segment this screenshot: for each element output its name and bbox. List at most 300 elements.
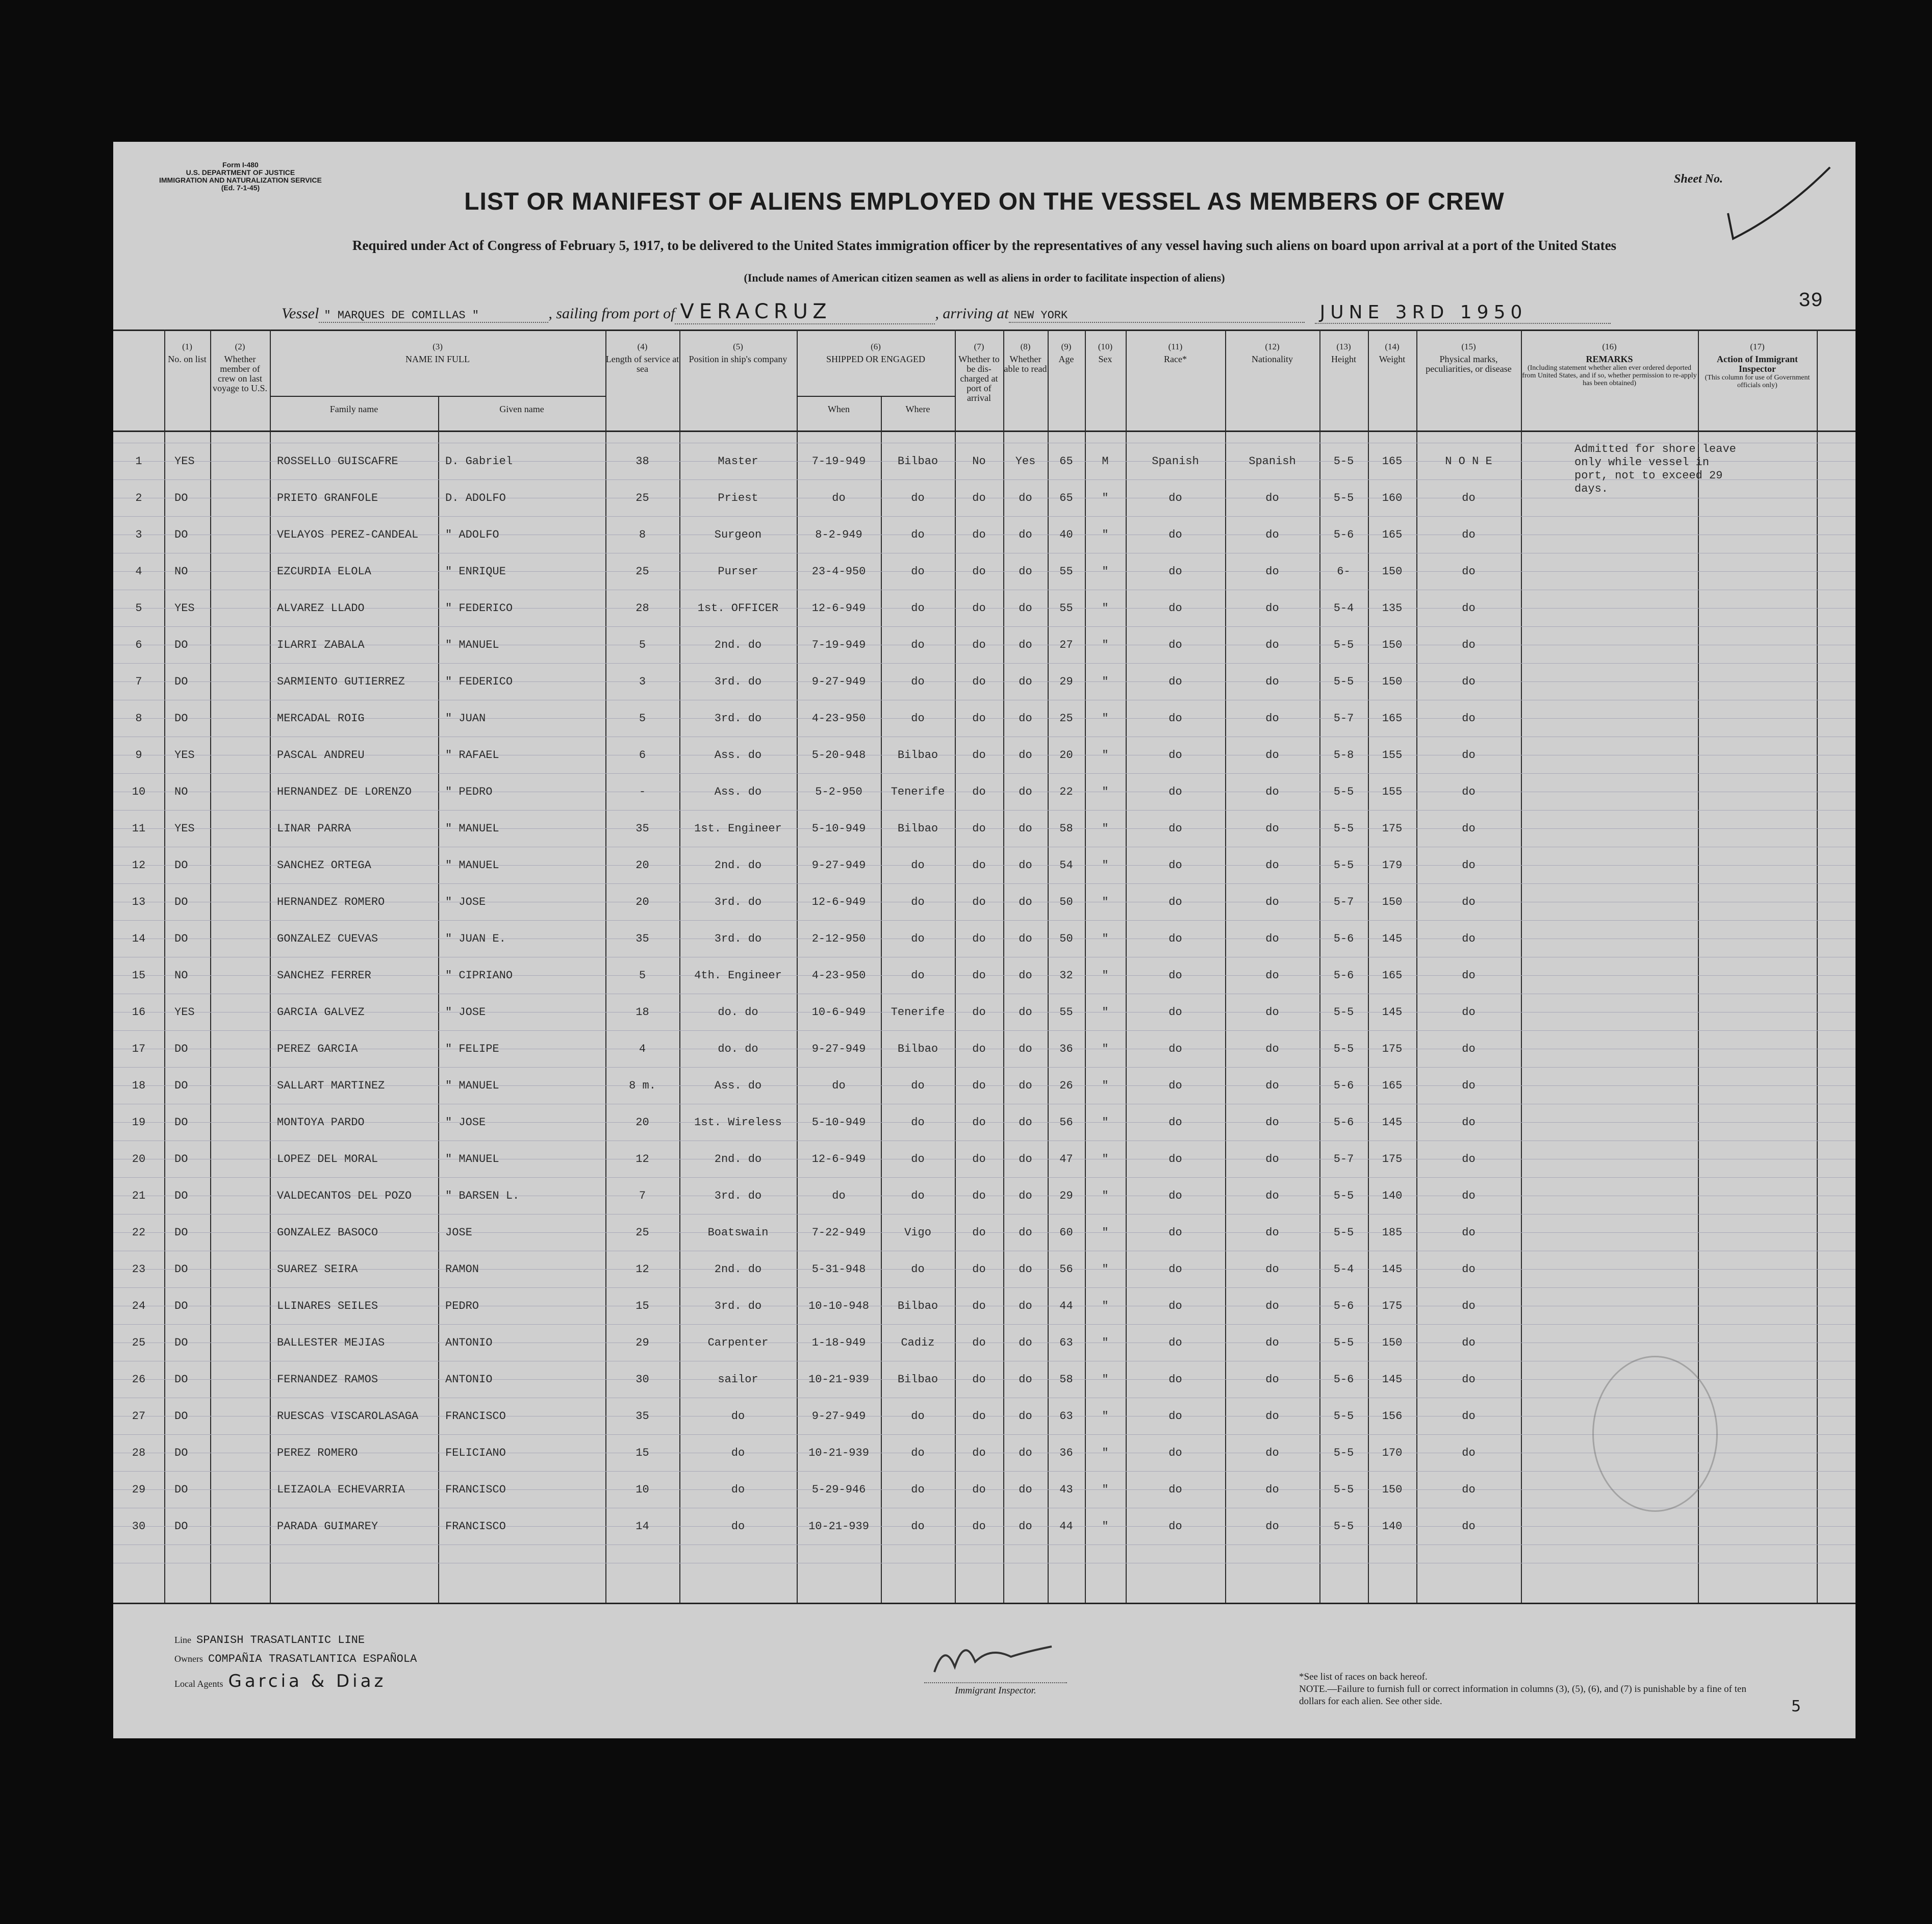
- race-cell: do: [1168, 932, 1182, 945]
- shipped-where-cell: do: [911, 565, 925, 578]
- discharged-cell: do: [972, 565, 986, 578]
- prior-voyage-cell: DO: [174, 895, 188, 908]
- height-cell: 5-4: [1333, 601, 1354, 615]
- can-read-cell: do: [1019, 1446, 1032, 1459]
- weight-cell: 145: [1382, 1005, 1403, 1019]
- sex-cell: ": [1102, 712, 1109, 725]
- position-cell: 1st. Engineer: [694, 822, 782, 835]
- weight-cell: 140: [1382, 1189, 1403, 1202]
- height-cell: 5-5: [1333, 1446, 1354, 1459]
- nationality-cell: do: [1265, 675, 1279, 688]
- sex-cell: ": [1102, 1446, 1109, 1459]
- race-cell: do: [1168, 1042, 1182, 1055]
- discharged-cell: do: [972, 1226, 986, 1239]
- family-name-cell: GARCIA GALVEZ: [277, 1005, 365, 1019]
- physical-marks-cell: do: [1462, 1373, 1476, 1386]
- given-name-cell: ANTONIO: [445, 1336, 493, 1349]
- sex-cell: ": [1102, 491, 1109, 504]
- weight-cell: 156: [1382, 1409, 1403, 1423]
- crew-table: [113, 443, 1521, 1545]
- can-read-cell: do: [1019, 528, 1032, 541]
- race-cell: do: [1168, 1409, 1182, 1423]
- nationality-cell: do: [1265, 1152, 1279, 1166]
- physical-marks-cell: do: [1462, 1189, 1476, 1202]
- family-name-cell: PEREZ GARCIA: [277, 1042, 358, 1055]
- table-row: [113, 1434, 1521, 1471]
- family-name-cell: MONTOYA PARDO: [277, 1116, 365, 1129]
- race-cell: do: [1168, 748, 1182, 762]
- shipped-when-cell: 5-2-950: [815, 785, 862, 798]
- row-number-cell: 29: [132, 1483, 146, 1496]
- shipped-when-cell: do: [832, 1079, 846, 1092]
- nationality-cell: do: [1265, 491, 1279, 504]
- weight-cell: 150: [1382, 1336, 1403, 1349]
- physical-marks-cell: do: [1462, 1262, 1476, 1276]
- prior-voyage-cell: DO: [174, 1079, 188, 1092]
- footer-line: [174, 1634, 365, 1647]
- shipped-where-cell: Bilbao: [897, 1373, 938, 1386]
- weight-cell: 150: [1382, 638, 1403, 651]
- given-name-cell: " JUAN E.: [445, 932, 506, 945]
- discharged-cell: do: [972, 1520, 986, 1533]
- height-cell: 5-5: [1333, 1483, 1354, 1496]
- col-6-header: (6) SHIPPED OR ENGAGED: [826, 342, 925, 364]
- can-read-cell: do: [1019, 491, 1032, 504]
- weight-cell: 175: [1382, 1152, 1403, 1166]
- physical-marks-cell: do: [1462, 1042, 1476, 1055]
- position-cell: sailor: [718, 1373, 758, 1386]
- family-name-cell: HERNANDEZ DE LORENZO: [277, 785, 412, 798]
- shipped-when-cell: 5-29-946: [811, 1483, 866, 1496]
- age-cell: 55: [1059, 565, 1073, 578]
- prior-voyage-cell: DO: [174, 638, 188, 651]
- row-number-cell: 14: [132, 932, 146, 945]
- service-length-cell: 35: [635, 1409, 649, 1423]
- can-read-cell: do: [1019, 1299, 1032, 1312]
- vessel-line: [282, 300, 1611, 324]
- col-12-header: (12) Nationality: [1252, 342, 1293, 364]
- column-divider: [1817, 330, 1818, 1603]
- row-number-cell: 5: [135, 601, 142, 615]
- col-5-header: (5) Position in ship's company: [689, 342, 787, 364]
- corner-mark: 5: [1791, 1698, 1801, 1715]
- can-read-cell: do: [1019, 969, 1032, 982]
- can-read-cell: do: [1019, 748, 1032, 762]
- sex-cell: ": [1102, 638, 1109, 651]
- discharged-cell: do: [972, 932, 986, 945]
- discharged-cell: do: [972, 1189, 986, 1202]
- nationality-cell: do: [1265, 1079, 1279, 1092]
- family-name-cell: SANCHEZ ORTEGA: [277, 858, 371, 872]
- family-name-cell: ALVAREZ LLADO: [277, 601, 365, 615]
- nationality-cell: do: [1265, 1373, 1279, 1386]
- given-name-cell: " JOSE: [445, 895, 486, 908]
- height-cell: 5-5: [1333, 785, 1354, 798]
- table-row: [113, 1141, 1521, 1177]
- prior-voyage-cell: DO: [174, 675, 188, 688]
- nationality-cell: do: [1265, 822, 1279, 835]
- prior-voyage-cell: DO: [174, 528, 188, 541]
- height-cell: 5-6: [1333, 932, 1354, 945]
- height-cell: 5-6: [1333, 969, 1354, 982]
- weight-cell: 165: [1382, 528, 1403, 541]
- spacer-cell: [210, 626, 270, 663]
- age-cell: 58: [1059, 1373, 1073, 1386]
- position-cell: Purser: [718, 565, 758, 578]
- physical-marks-cell: do: [1462, 1079, 1476, 1092]
- table-row: [113, 479, 1521, 516]
- discharged-cell: do: [972, 675, 986, 688]
- position-cell: 2nd. do: [714, 1262, 762, 1276]
- vessel-label: Vessel: [282, 305, 319, 322]
- shipped-subheader-rule: [797, 396, 955, 397]
- shipped-where-cell: do: [911, 1116, 925, 1129]
- can-read-cell: do: [1019, 1005, 1032, 1019]
- discharged-cell: do: [972, 785, 986, 798]
- physical-marks-cell: do: [1462, 675, 1476, 688]
- discharged-cell: do: [972, 1336, 986, 1349]
- physical-marks-cell: do: [1462, 638, 1476, 651]
- weight-cell: 150: [1382, 565, 1403, 578]
- table-row: [113, 626, 1521, 663]
- weight-cell: 135: [1382, 601, 1403, 615]
- nationality-cell: do: [1265, 785, 1279, 798]
- sex-cell: ": [1102, 1520, 1109, 1533]
- given-name-cell: " MANUEL: [445, 858, 499, 872]
- race-cell: do: [1168, 528, 1182, 541]
- weight-cell: 155: [1382, 785, 1403, 798]
- agents-value: Garcia & Diaz: [228, 1671, 387, 1691]
- physical-marks-cell: do: [1462, 748, 1476, 762]
- given-name-cell: " CIPRIANO: [445, 969, 513, 982]
- nationality-cell: do: [1265, 969, 1279, 982]
- race-cell: do: [1168, 1262, 1182, 1276]
- shipped-where-cell: do: [911, 969, 925, 982]
- position-cell: 3rd. do: [714, 675, 762, 688]
- col-16-header: (16) REMARKS (Including statement whether alien ever ordered deported from United States, and if so, whether permission to re-apply has been obtained): [1522, 342, 1697, 387]
- position-cell: 3rd. do: [714, 712, 762, 725]
- service-length-cell: 8 m.: [629, 1079, 656, 1092]
- row-number-cell: 6: [135, 638, 142, 651]
- service-length-cell: 35: [635, 932, 649, 945]
- prior-voyage-cell: YES: [174, 601, 195, 615]
- sailing-label: , sailing from port of: [548, 305, 675, 322]
- nationality-cell: do: [1265, 1446, 1279, 1459]
- service-length-cell: 25: [635, 565, 649, 578]
- discharged-cell: do: [972, 1116, 986, 1129]
- document-subnote: (Include names of American citizen seamen as well as aliens in order to facilitate inspection of aliens): [744, 271, 1225, 284]
- prior-voyage-cell: DO: [174, 1262, 188, 1276]
- discharged-cell: do: [972, 1042, 986, 1055]
- nationality-cell: do: [1265, 895, 1279, 908]
- age-cell: 22: [1059, 785, 1073, 798]
- service-length-cell: 10: [635, 1483, 649, 1496]
- race-cell: do: [1168, 601, 1182, 615]
- weight-cell: 165: [1382, 712, 1403, 725]
- height-cell: 5-6: [1333, 1373, 1354, 1386]
- discharged-cell: do: [972, 1483, 986, 1496]
- table-row: [113, 553, 1521, 590]
- row-number-cell: 17: [132, 1042, 146, 1055]
- sex-cell: ": [1102, 565, 1109, 578]
- row-number-cell: 11: [132, 822, 146, 835]
- sex-cell: ": [1102, 969, 1109, 982]
- can-read-cell: do: [1019, 858, 1032, 872]
- shipped-when-cell: 12-6-949: [811, 1152, 866, 1166]
- nationality-cell: Spanish: [1249, 454, 1296, 468]
- service-length-cell: 3: [639, 675, 646, 688]
- service-length-cell: 18: [635, 1005, 649, 1019]
- nationality-cell: do: [1265, 932, 1279, 945]
- prior-voyage-cell: NO: [174, 785, 188, 798]
- shipped-when-cell: 23-4-950: [811, 565, 866, 578]
- discharged-cell: do: [972, 528, 986, 541]
- discharged-cell: do: [972, 895, 986, 908]
- page-number: 39: [1798, 290, 1823, 313]
- row-number-cell: 26: [132, 1373, 146, 1386]
- position-cell: do. do: [718, 1005, 758, 1019]
- shipped-where-cell: do: [911, 491, 925, 504]
- nationality-cell: do: [1265, 1042, 1279, 1055]
- nationality-cell: do: [1265, 748, 1279, 762]
- sex-cell: ": [1102, 675, 1109, 688]
- shipped-where-cell: do: [911, 932, 925, 945]
- col-9-header: (9) Age: [1058, 342, 1074, 364]
- service-length-cell: 20: [635, 895, 649, 908]
- age-cell: 32: [1059, 969, 1073, 982]
- spacer-cell: [210, 1030, 270, 1067]
- race-cell: do: [1168, 1116, 1182, 1129]
- arriving-port: NEW YORK: [1009, 309, 1305, 323]
- height-cell: 5-5: [1333, 1189, 1354, 1202]
- race-cell: do: [1168, 1189, 1182, 1202]
- position-cell: Master: [718, 454, 758, 468]
- sex-cell: ": [1102, 895, 1109, 908]
- height-cell: 5-6: [1333, 1079, 1354, 1092]
- given-name-cell: " PEDRO: [445, 785, 493, 798]
- family-name-cell: GONZALEZ BASOCO: [277, 1226, 378, 1239]
- physical-marks-cell: do: [1462, 528, 1476, 541]
- shipped-when-cell: 9-27-949: [811, 675, 866, 688]
- prior-voyage-cell: YES: [174, 454, 195, 468]
- shipped-when-cell: 10-21-939: [808, 1520, 869, 1533]
- spacer-cell: [210, 516, 270, 553]
- given-name-cell: " JOSE: [445, 1005, 486, 1019]
- col-13-header: (13) Height: [1331, 342, 1356, 364]
- spacer-cell: [210, 1434, 270, 1471]
- shipped-when-cell: 7-19-949: [811, 638, 866, 651]
- can-read-cell: do: [1019, 1336, 1032, 1349]
- position-cell: 2nd. do: [714, 1152, 762, 1166]
- discharged-cell: do: [972, 1446, 986, 1459]
- family-name-cell: LLINARES SEILES: [277, 1299, 378, 1312]
- weight-cell: 145: [1382, 1116, 1403, 1129]
- shipped-when-cell: 5-10-949: [811, 822, 866, 835]
- can-read-cell: do: [1019, 932, 1032, 945]
- can-read-cell: do: [1019, 1262, 1032, 1276]
- nationality-cell: do: [1265, 1189, 1279, 1202]
- row-number-cell: 3: [135, 528, 142, 541]
- spacer-cell: [210, 1067, 270, 1104]
- given-name-cell: RAMON: [445, 1262, 479, 1276]
- weight-cell: 179: [1382, 858, 1403, 872]
- spacer-cell: [210, 1177, 270, 1214]
- family-name-cell: MERCADAL ROIG: [277, 712, 365, 725]
- given-name-cell: ANTONIO: [445, 1373, 493, 1386]
- row-number-cell: 9: [135, 748, 142, 762]
- discharged-cell: do: [972, 1152, 986, 1166]
- sex-cell: ": [1102, 1409, 1109, 1423]
- position-cell: 3rd. do: [714, 895, 762, 908]
- row-number-cell: 12: [132, 858, 146, 872]
- header-rule-bottom: [113, 431, 1855, 432]
- shipped-when-cell: 4-23-950: [811, 712, 866, 725]
- service-length-cell: 15: [635, 1446, 649, 1459]
- arriving-label: , arriving at: [935, 305, 1009, 322]
- col-14-header: (14) Weight: [1379, 342, 1406, 364]
- form-edition: (Ed. 7-1-45): [221, 184, 260, 192]
- sex-cell: ": [1102, 1152, 1109, 1166]
- can-read-cell: do: [1019, 785, 1032, 798]
- races-note: *See list of races on back hereof.: [1299, 1672, 1428, 1682]
- given-name-cell: " FEDERICO: [445, 601, 513, 615]
- row-number-cell: 28: [132, 1446, 146, 1459]
- agents-label: Local Agents: [174, 1679, 223, 1689]
- position-cell: do: [731, 1409, 745, 1423]
- weight-cell: 145: [1382, 1262, 1403, 1276]
- given-name-cell: " ENRIQUE: [445, 565, 506, 578]
- family-name-cell: GONZALEZ CUEVAS: [277, 932, 378, 945]
- prior-voyage-cell: DO: [174, 1520, 188, 1533]
- spacer-cell: [210, 920, 270, 957]
- arrival-date: JUNE 3RD 1950: [1315, 302, 1611, 324]
- spacer-cell: [210, 1398, 270, 1434]
- age-cell: 63: [1059, 1336, 1073, 1349]
- race-cell: do: [1168, 1226, 1182, 1239]
- discharged-cell: do: [972, 1079, 986, 1092]
- prior-voyage-cell: DO: [174, 1189, 188, 1202]
- row-number-cell: 4: [135, 565, 142, 578]
- service-length-cell: 29: [635, 1336, 649, 1349]
- row-number-cell: 25: [132, 1336, 146, 1349]
- remark-shore-leave: Admitted for shore leave only while vessel in port, not to exceed 29 days.: [1574, 443, 1736, 495]
- family-name-cell: VALDECANTOS DEL POZO: [277, 1189, 412, 1202]
- age-cell: 43: [1059, 1483, 1073, 1496]
- discharged-cell: do: [972, 1373, 986, 1386]
- given-name-cell: FRANCISCO: [445, 1520, 506, 1533]
- position-cell: 2nd. do: [714, 858, 762, 872]
- height-cell: 5-5: [1333, 675, 1354, 688]
- service-length-cell: 25: [635, 491, 649, 504]
- nationality-cell: do: [1265, 1226, 1279, 1239]
- table-row: [113, 1030, 1521, 1067]
- table-row: [113, 847, 1521, 883]
- age-cell: 55: [1059, 601, 1073, 615]
- race-cell: do: [1168, 1520, 1182, 1533]
- age-cell: 44: [1059, 1520, 1073, 1533]
- table-row: [113, 1324, 1521, 1361]
- table-row: [113, 1067, 1521, 1104]
- family-name-cell: ILARRI ZABALA: [277, 638, 365, 651]
- shipped-where-cell: Tenerife: [891, 785, 945, 798]
- position-cell: Carpenter: [707, 1336, 769, 1349]
- weight-cell: 185: [1382, 1226, 1403, 1239]
- can-read-cell: do: [1019, 1483, 1032, 1496]
- family-name-cell: SALLART MARTINEZ: [277, 1079, 385, 1092]
- position-cell: 1st. Wireless: [694, 1116, 782, 1129]
- row-number-cell: 27: [132, 1409, 146, 1423]
- sex-cell: ": [1102, 1042, 1109, 1055]
- weight-cell: 150: [1382, 1483, 1403, 1496]
- given-name-cell: " FEDERICO: [445, 675, 513, 688]
- discharged-cell: do: [972, 748, 986, 762]
- prior-voyage-cell: DO: [174, 932, 188, 945]
- col-15-header: (15) Physical marks, peculiarities, or disease: [1426, 342, 1512, 374]
- race-cell: do: [1168, 785, 1182, 798]
- shipped-where-cell: Bilbao: [897, 1042, 938, 1055]
- family-name-cell: SANCHEZ FERRER: [277, 969, 371, 982]
- table-row: [113, 1104, 1521, 1141]
- height-cell: 5-5: [1333, 1042, 1354, 1055]
- shipped-when-cell: do: [832, 1189, 846, 1202]
- physical-marks-cell: do: [1462, 1409, 1476, 1423]
- position-cell: do: [731, 1520, 745, 1533]
- inspector-signature: [924, 1631, 1077, 1682]
- weight-cell: 165: [1382, 454, 1403, 468]
- race-cell: do: [1168, 895, 1182, 908]
- col-3-family-header: Family name: [329, 404, 378, 414]
- race-cell: do: [1168, 491, 1182, 504]
- shipped-when-cell: 9-27-949: [811, 1042, 866, 1055]
- shipped-when-cell: 2-12-950: [811, 932, 866, 945]
- col-11-header: (11) Race*: [1164, 342, 1187, 364]
- table-row: [113, 1508, 1521, 1545]
- given-name-cell: " FELIPE: [445, 1042, 499, 1055]
- weight-cell: 165: [1382, 1079, 1403, 1092]
- can-read-cell: do: [1019, 565, 1032, 578]
- table-row: [113, 1398, 1521, 1434]
- height-cell: 5-5: [1333, 822, 1354, 835]
- table-rule-bottom: [113, 1603, 1855, 1604]
- spacer-cell: [210, 1287, 270, 1324]
- spacer-cell: [210, 1251, 270, 1287]
- discharged-cell: do: [972, 491, 986, 504]
- weight-cell: 140: [1382, 1520, 1403, 1533]
- service-length-cell: 35: [635, 822, 649, 835]
- weight-cell: 160: [1382, 491, 1403, 504]
- form-dept: U.S. DEPARTMENT OF JUSTICE: [186, 168, 295, 176]
- prior-voyage-cell: YES: [174, 822, 195, 835]
- given-name-cell: " JUAN: [445, 712, 486, 725]
- given-name-cell: FRANCISCO: [445, 1409, 506, 1423]
- position-cell: 2nd. do: [714, 638, 762, 651]
- sailing-port: VERACRUZ: [675, 300, 935, 324]
- row-number-cell: 20: [132, 1152, 146, 1166]
- height-cell: 5-8: [1333, 748, 1354, 762]
- can-read-cell: do: [1019, 712, 1032, 725]
- physical-marks-cell: do: [1462, 1152, 1476, 1166]
- owners-label: Owners: [174, 1654, 203, 1664]
- discharged-cell: do: [972, 1299, 986, 1312]
- spacer-cell: [210, 700, 270, 737]
- col-17-header: (17) Action of Immigrant Inspector (This column for use of Government officials only): [1705, 342, 1810, 389]
- race-cell: do: [1168, 675, 1182, 688]
- shipped-where-cell: do: [911, 528, 925, 541]
- spacer-cell: [210, 1508, 270, 1545]
- age-cell: 40: [1059, 528, 1073, 541]
- nationality-cell: do: [1265, 1520, 1279, 1533]
- can-read-cell: do: [1019, 895, 1032, 908]
